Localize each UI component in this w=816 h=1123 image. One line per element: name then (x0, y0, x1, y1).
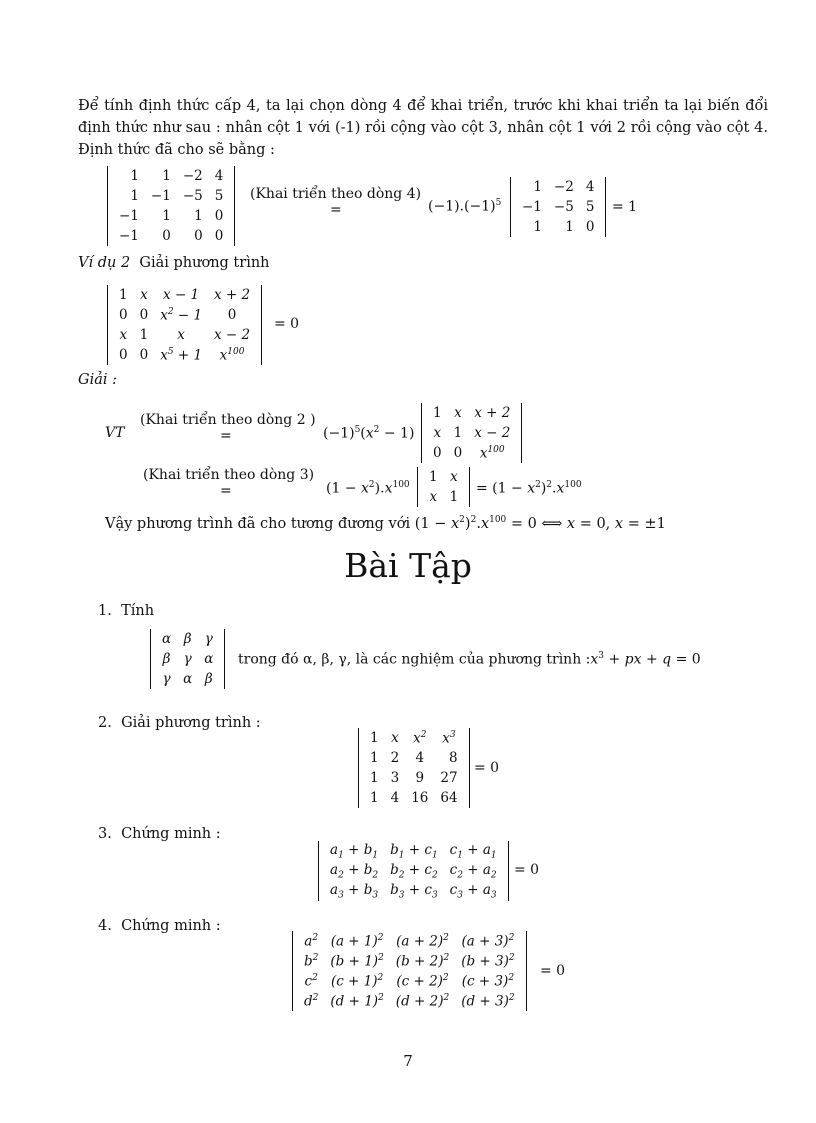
determinant-4x4: 1 1 −2 4 1 −1 −5 5 −1 1 1 0 −1 0 0 0 (107, 166, 235, 246)
equals-zero: = 0 (274, 316, 300, 332)
solution-label: Giải : (78, 372, 117, 388)
conclusion: Vậy phương trình đã cho tương đương với $(1 - x^2)^2.x^{100} = 0$ ⟺ x = 0, x = ±1 (105, 515, 666, 532)
page-number: 7 (403, 1052, 413, 1070)
expansion-row3-label: (Khai triển theo dòng 3) (143, 467, 315, 483)
result: = 1 (612, 199, 638, 215)
determinant-3x3-x: 1 x x + 2 x 1 x − 2 0 0 $x^{100}$ (421, 403, 522, 463)
result-expression: = $(1 - x^2)^2.x^{100}$ (476, 480, 582, 497)
example2-heading: Ví dụ 2 Giải phương trình (78, 255, 270, 271)
factor-expression-2: $(1 - x^2).x^{100}$ (326, 480, 410, 497)
exercise-1-heading: 1. Tính (98, 603, 155, 619)
determinant-2x2: 1 x x 1 (417, 467, 470, 507)
cofactor-sign: $(-1).(-1)^5$ (428, 198, 502, 215)
exercise-2-determinant: 1 x $x^2$ $x^3$ 1 2 4 8 1 3 9 27 1 4 16 64 (358, 728, 470, 808)
exercise-1-text: trong đó α, β, γ, là các nghiệm của phương trình $:x^3$ + px + q = 0 (238, 651, 701, 668)
equals-sign: = (330, 202, 342, 218)
vt-label: VT (105, 425, 125, 441)
equals-sign: = (220, 428, 232, 444)
exercise-4-equals-zero: = 0 (540, 963, 566, 979)
determinant-3x3: 1 −2 4 −1 −5 5 1 1 0 (510, 177, 606, 237)
exercise-2-heading: 2. Giải phương trình : (98, 715, 261, 731)
expansion-row4-label: (Khai triển theo dòng 4) (250, 186, 422, 202)
section-title: Bài Tập (344, 546, 472, 585)
expansion-row2-label: (Khai triển theo dòng 2 ) (140, 412, 316, 428)
exercise-3-equals-zero: = 0 (514, 862, 540, 878)
exercise-2-equals-zero: = 0 (474, 760, 500, 776)
exercise-3-heading: 3. Chứng minh : (98, 826, 221, 842)
equals-sign: = (220, 483, 232, 499)
exercise-3-determinant: $a_1 + b_1$ $b_1 + c_1$ $c_1 + a_1$ $a_2 + b_2$ $b_2 + c_2$ $c_2 + a_2$ $a_3 + b_3$ $b_3 + c_3$ $c_3 + a_3$ (318, 841, 509, 901)
exercise-1-determinant: α β γ β γ α γ α β (150, 629, 225, 689)
equation-determinant: 1 x x − 1 x + 2 0 0 $x^2 - 1$ 0 x 1 x x − 2 0 0 $x^5 + 1$ $x^{100}$ (107, 285, 262, 365)
exercise-4-heading: 4. Chứng minh : (98, 918, 221, 934)
exercise-4-determinant: $a^2$ $(a + 1)^2$ $(a + 2)^2$ $(a + 3)^2$ $b^2$ $(b + 1)^2$ $(b + 2)^2$ $(b + 3)^2$ $c^2$ $(c + 1)^2$ $(c + 2)^2$ $(c + 3)^2$ $d^2$ $(d + 1)^2$ $(d + 2)^2$ $(d + 3)^2$ (292, 931, 527, 1011)
factor-expression: $(-1)^5(x^2 - 1)$ (323, 425, 415, 442)
intro-paragraph: Để tính định thức cấp 4, ta lại chọn dòng 4 để khai triển, trước khi khai triển ta lại biến đổi định thức như sau : nhân cột 1 với (-1) rồi cộng vào cột 3, nhân cột 1 với 2 rồi cộng vào cột 4. Định thức đã cho sẽ bằng : (78, 98, 768, 158)
